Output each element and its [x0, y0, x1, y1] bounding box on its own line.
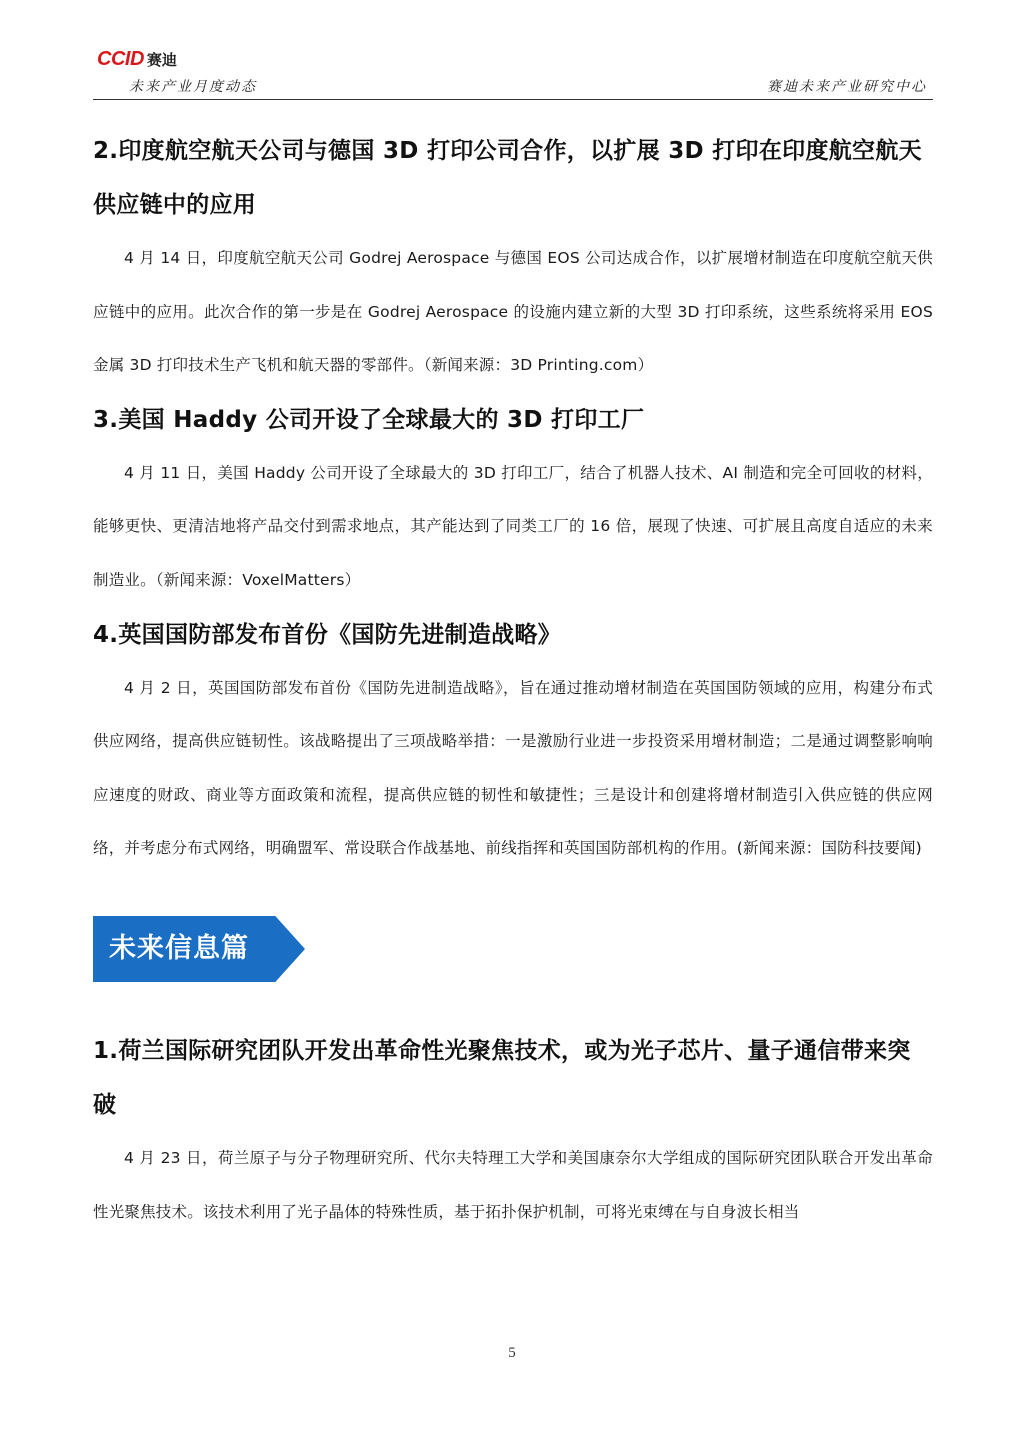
news-item [93, 124, 933, 393]
section-heading: 2.印度航空航天公司与德国 3D 打印公司合作，以扩展 3D 打印在印度航空航天供应链中的应用 [93, 138, 922, 218]
section-heading: 3.美国 Haddy 公司开设了全球最大的 3D 打印工厂 [93, 406, 645, 433]
section-body: 4 月 2 日，英国国防部发布首份《国防先进制造战略》，旨在通过推动增材制造在英国国防领域的应用，构建分布式供应网络，提高供应链韧性。该战略提出了三项战略举措：一是激励行业进一步投资采用增材制造；二是通过调整影响响应速度的财政、商业等方面政策和流程，提高供应链的韧性和敏捷性；三是设计和创建将增材制造引入供应链的供应网络，并考虑分布式网络，明确盟军、常设联合作战基地、前线指挥和英国国防部机构的作用。(新闻来源：国防科技要闻) [93, 678, 933, 858]
news-item [93, 1024, 933, 1239]
header-divider [93, 99, 933, 100]
banner-label: 未来信息篇 [109, 932, 249, 964]
header-left-title: 未来产业月度动态 [129, 79, 257, 95]
news-item [93, 393, 933, 608]
section-heading: 1.荷兰国际研究团队开发出革命性光聚焦技术，或为光子芯片、量子通信带来突破 [93, 1037, 911, 1118]
chapter-banner [93, 916, 933, 982]
section-body: 4 月 23 日，荷兰原子与分子物理研究所、代尔夫特理工大学和美国康奈尔大学组成的国际研究团队联合开发出革命性光聚焦技术。该技术利用了光子晶体的特殊性质，基于拓扑保护机制，可将光束缚在与自身波长相当 [93, 1148, 933, 1221]
section-body: 4 月 14 日，印度航空航天公司 Godrej Aerospace 与德国 EOS 公司达成合作，以扩展增材制造在印度航空航天供应链中的应用。此次合作的第一步是在 Godrej Aerospace 的设施内建立新的大型 3D 打印系统，这些系统将采用 EOS 金属 3D 打印技术生产飞机和航天器的零部件。（新闻来源：3D Printing.com） [93, 249, 933, 375]
section-heading: 4.英国国防部发布首份《国防先进制造战略》 [93, 621, 562, 648]
logo-cn-text: 赛迪 [146, 50, 177, 69]
logo-mark: CCID [97, 47, 144, 70]
header-right-title: 赛迪未来产业研究中心 [767, 79, 927, 95]
section-body: 4 月 11 日，美国 Haddy 公司开设了全球最大的 3D 打印工厂，结合了机器人技术、AI 制造和完全可回收的材料，能够更快、更清洁地将产品交付到需求地点，其产能达到了同类工厂的 16 倍，展现了快速、可扩展且高度自适应的未来制造业。（新闻来源：VoxelMatters） [93, 463, 933, 589]
ccid-logo [97, 48, 177, 70]
page-header [93, 44, 933, 98]
news-item [93, 608, 933, 876]
page-content [93, 124, 933, 1239]
page-number: 5 [508, 1345, 516, 1361]
